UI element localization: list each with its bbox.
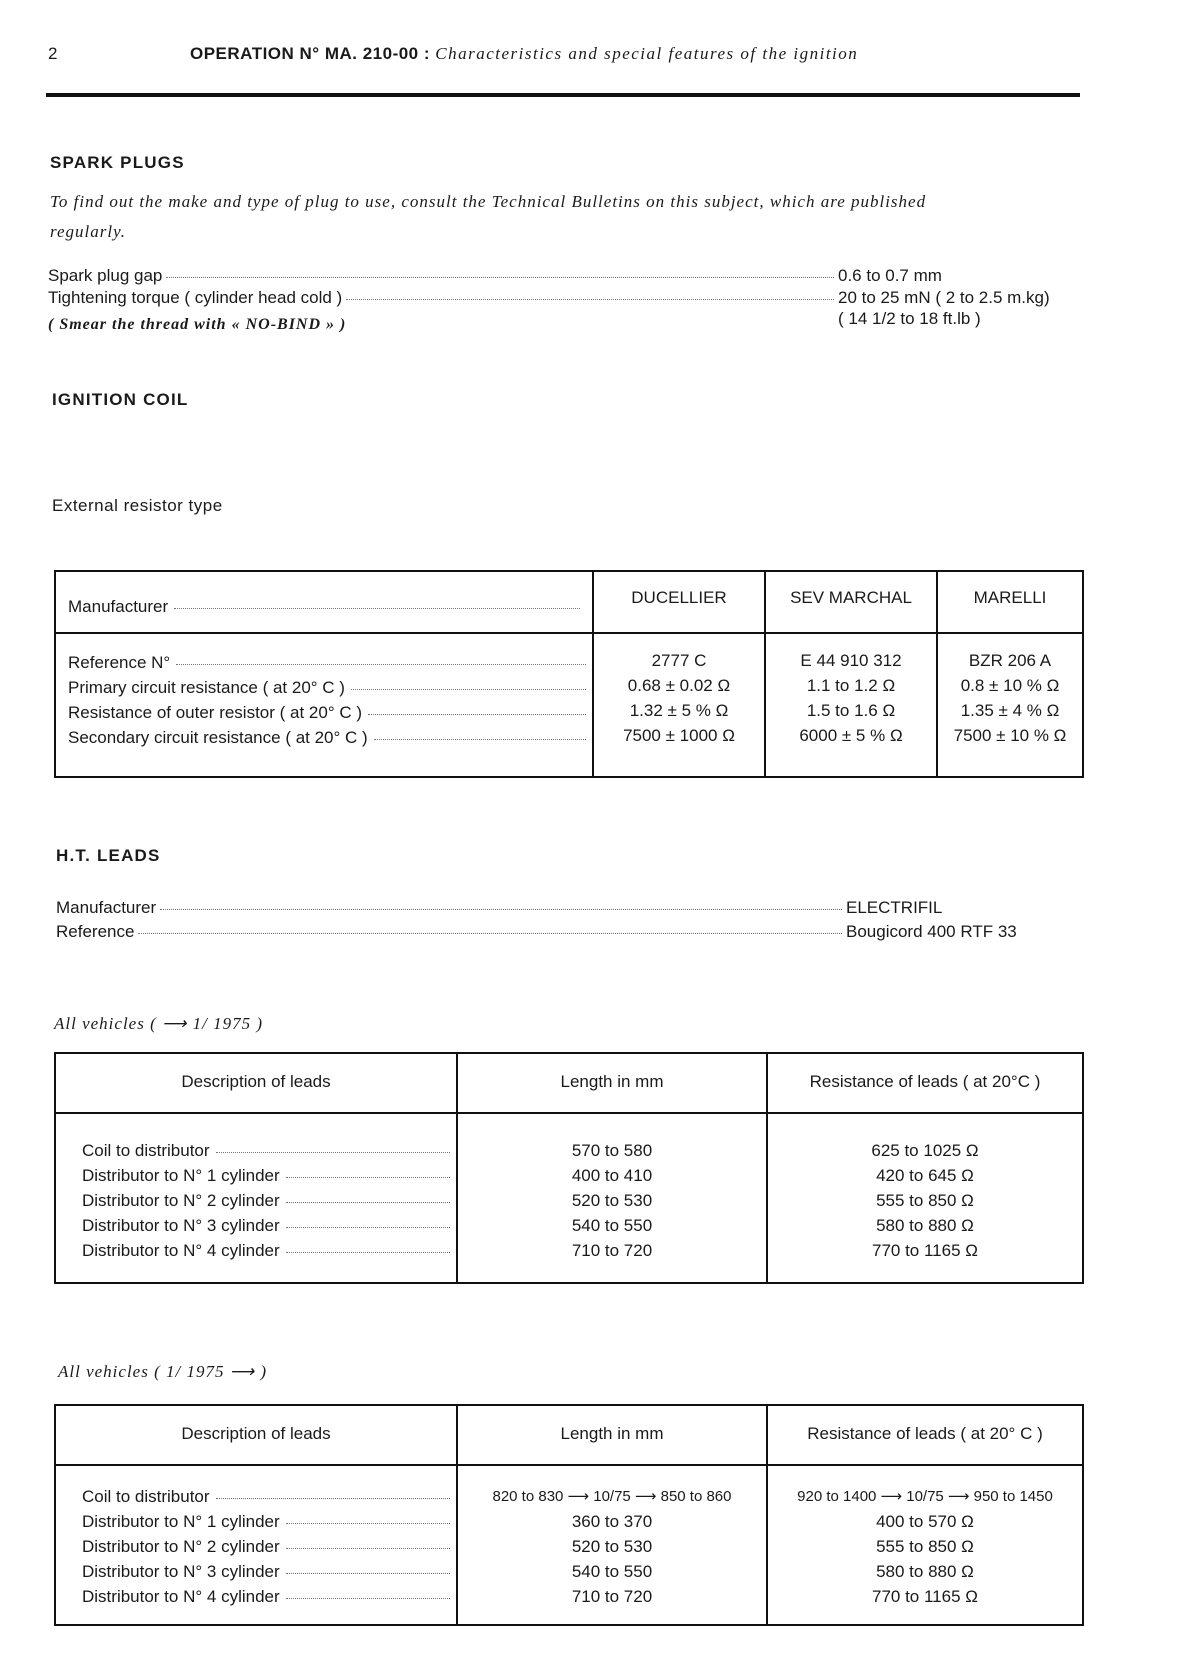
- table-cell: 7500 ± 10 % Ω: [953, 726, 1067, 745]
- manufacturer-sev-marchal: SEV MARCHAL: [765, 571, 937, 633]
- col-header-description: Description of leads: [55, 1405, 457, 1465]
- table-cell: 540 to 550: [571, 1562, 653, 1581]
- spark-plug-gap-row: [48, 266, 1088, 286]
- col-header-description: Description of leads: [55, 1053, 457, 1113]
- smear-note: ( Smear the thread with « NO-BIND » ): [48, 316, 347, 333]
- lead-description: Coil to distributor: [82, 1484, 452, 1509]
- table-cell: 580 to 880 Ω: [876, 1562, 974, 1581]
- ht-reference-value: Bougicord 400 RTF 33: [846, 922, 1017, 941]
- tightening-torque-label: Tightening torque ( cylinder head cold ): [48, 288, 343, 307]
- table-cell: 1.1 to 1.2 Ω: [806, 676, 896, 695]
- lead-description: Distributor to N° 3 cylinder: [82, 1213, 452, 1238]
- coil-row-label: Secondary circuit resistance ( at 20° C ): [68, 725, 588, 750]
- page-header: [48, 40, 1078, 70]
- sev-marchal-values: [765, 633, 937, 777]
- table-cell: 520 to 530: [571, 1537, 653, 1556]
- ignition-coil-table: [54, 570, 1084, 778]
- coil-row-label: Primary circuit resistance ( at 20° C ): [68, 675, 588, 700]
- lead-description: Distributor to N° 2 cylinder: [82, 1188, 452, 1213]
- leader-dots: [174, 607, 580, 609]
- table-cell: 1.32 ± 5 % Ω: [629, 701, 729, 720]
- resistor-type-label: External resistor type: [52, 496, 223, 515]
- spark-plugs-title: SPARK PLUGS: [50, 153, 185, 172]
- table-cell: E 44 910 312: [800, 651, 902, 670]
- operation-number: OPERATION N° MA. 210-00 :: [190, 44, 431, 63]
- lead-descriptions: [55, 1465, 457, 1625]
- manufacturer-ducellier: DUCELLIER: [593, 571, 765, 633]
- table-cell: 570 to 580: [571, 1141, 653, 1160]
- table-cell: 400 to 570 Ω: [876, 1512, 974, 1531]
- page-title: [190, 44, 858, 64]
- table-cell: 555 to 850 Ω: [876, 1537, 974, 1556]
- table-cell: 1.35 ± 4 % Ω: [960, 701, 1060, 720]
- table-cell: 770 to 1165 Ω: [872, 1587, 978, 1606]
- table-cell: 920 to 1400 ⟶ 10/75 ⟶ 950 to 1450: [797, 1488, 1053, 1505]
- spark-plugs-note: To find out the make and type of plug to use, consult the Technical Bulletins on this subject, which are published: [50, 192, 927, 211]
- table-cell: 820 to 830 ⟶ 10/75 ⟶ 850 to 860: [492, 1488, 732, 1505]
- coil-row-label: Resistance of outer resistor ( at 20° C ): [68, 700, 588, 725]
- ht-leads-title: H.T. LEADS: [56, 846, 161, 865]
- manufacturer-header-label: Manufacturer: [68, 597, 169, 616]
- col-header-length: Length in mm: [457, 1053, 767, 1113]
- table-cell: 420 to 645 Ω: [876, 1166, 974, 1185]
- tightening-torque-imperial: ( 14 1/2 to 18 ft.lb ): [838, 309, 981, 328]
- lead-description: Coil to distributor: [82, 1138, 452, 1163]
- spark-plugs-note-cont: regularly.: [50, 222, 126, 241]
- lead-description: Distributor to N° 4 cylinder: [82, 1238, 452, 1263]
- ht-manufacturer-value: ELECTRIFIL: [846, 898, 943, 917]
- ducellier-values: [593, 633, 765, 777]
- col-header-resistance: Resistance of leads ( at 20°C ): [767, 1053, 1083, 1113]
- tightening-torque-value: 20 to 25 mN ( 2 to 2.5 m.kg): [838, 288, 1050, 307]
- lead-description: Distributor to N° 1 cylinder: [82, 1163, 452, 1188]
- leads-table1-caption: All vehicles ( ⟶ 1/ 1975 ): [54, 1014, 263, 1033]
- col-header-resistance: Resistance of leads ( at 20° C ): [767, 1405, 1083, 1465]
- table-cell: 580 to 880 Ω: [876, 1216, 974, 1235]
- table-cell: 0.68 ± 0.02 Ω: [627, 676, 731, 695]
- ht-leads-table-after-1975: [54, 1404, 1084, 1626]
- header-rule: [46, 93, 1080, 97]
- manufacturer-marelli: MARELLI: [937, 571, 1083, 633]
- table-cell: 0.8 ± 10 % Ω: [960, 676, 1060, 695]
- table-cell: 710 to 720: [571, 1587, 653, 1606]
- marelli-values: [937, 633, 1083, 777]
- table-cell: 770 to 1165 Ω: [872, 1241, 978, 1260]
- tightening-torque-row: [48, 288, 1088, 308]
- lead-lengths: [457, 1465, 767, 1625]
- table-cell: 1.5 to 1.6 Ω: [806, 701, 896, 720]
- coil-row-labels: [55, 633, 593, 777]
- table-cell: BZR 206 A: [968, 651, 1052, 670]
- ignition-coil-title: IGNITION COIL: [52, 390, 189, 409]
- ht-manufacturer-row: [56, 898, 1056, 918]
- table-cell: 520 to 530: [571, 1191, 653, 1210]
- table-cell: 400 to 410: [571, 1166, 653, 1185]
- ht-manufacturer-label: Manufacturer: [56, 898, 157, 917]
- table-cell: 540 to 550: [571, 1216, 653, 1235]
- lead-resistances: [767, 1113, 1083, 1283]
- table-cell: 555 to 850 Ω: [876, 1191, 974, 1210]
- table-cell: 2777 C: [651, 651, 707, 670]
- table-cell: 710 to 720: [571, 1241, 653, 1260]
- table-cell: 7500 ± 1000 Ω: [623, 726, 735, 745]
- leader-dots: [346, 298, 834, 300]
- ht-reference-row: [56, 922, 1056, 942]
- col-header-length: Length in mm: [457, 1405, 767, 1465]
- ht-leads-table-before-1975: [54, 1052, 1084, 1284]
- leads-table2-caption: All vehicles ( 1/ 1975 ⟶ ): [58, 1362, 267, 1381]
- spark-plug-gap-value: 0.6 to 0.7 mm: [838, 266, 942, 285]
- leader-dots: [138, 932, 842, 934]
- ht-reference-label: Reference: [56, 922, 135, 941]
- lead-description: Distributor to N° 1 cylinder: [82, 1509, 452, 1534]
- leader-dots: [166, 276, 834, 278]
- coil-row-label: Reference N°: [68, 650, 588, 675]
- page-subtitle: Characteristics and special features of the ignition: [435, 44, 859, 63]
- page-number: 2: [48, 44, 58, 63]
- table-cell: 360 to 370: [571, 1512, 653, 1531]
- lead-description: Distributor to N° 4 cylinder: [82, 1584, 452, 1609]
- leader-dots: [160, 908, 842, 910]
- lead-resistances: [767, 1465, 1083, 1625]
- spark-plug-gap-label: Spark plug gap: [48, 266, 163, 285]
- table-cell: 625 to 1025 Ω: [871, 1141, 979, 1160]
- manufacturer-header-cell: [55, 571, 593, 633]
- lead-description: Distributor to N° 2 cylinder: [82, 1534, 452, 1559]
- lead-descriptions: [55, 1113, 457, 1283]
- table-cell: 6000 ± 5 % Ω: [799, 726, 903, 745]
- lead-description: Distributor to N° 3 cylinder: [82, 1559, 452, 1584]
- lead-lengths: [457, 1113, 767, 1283]
